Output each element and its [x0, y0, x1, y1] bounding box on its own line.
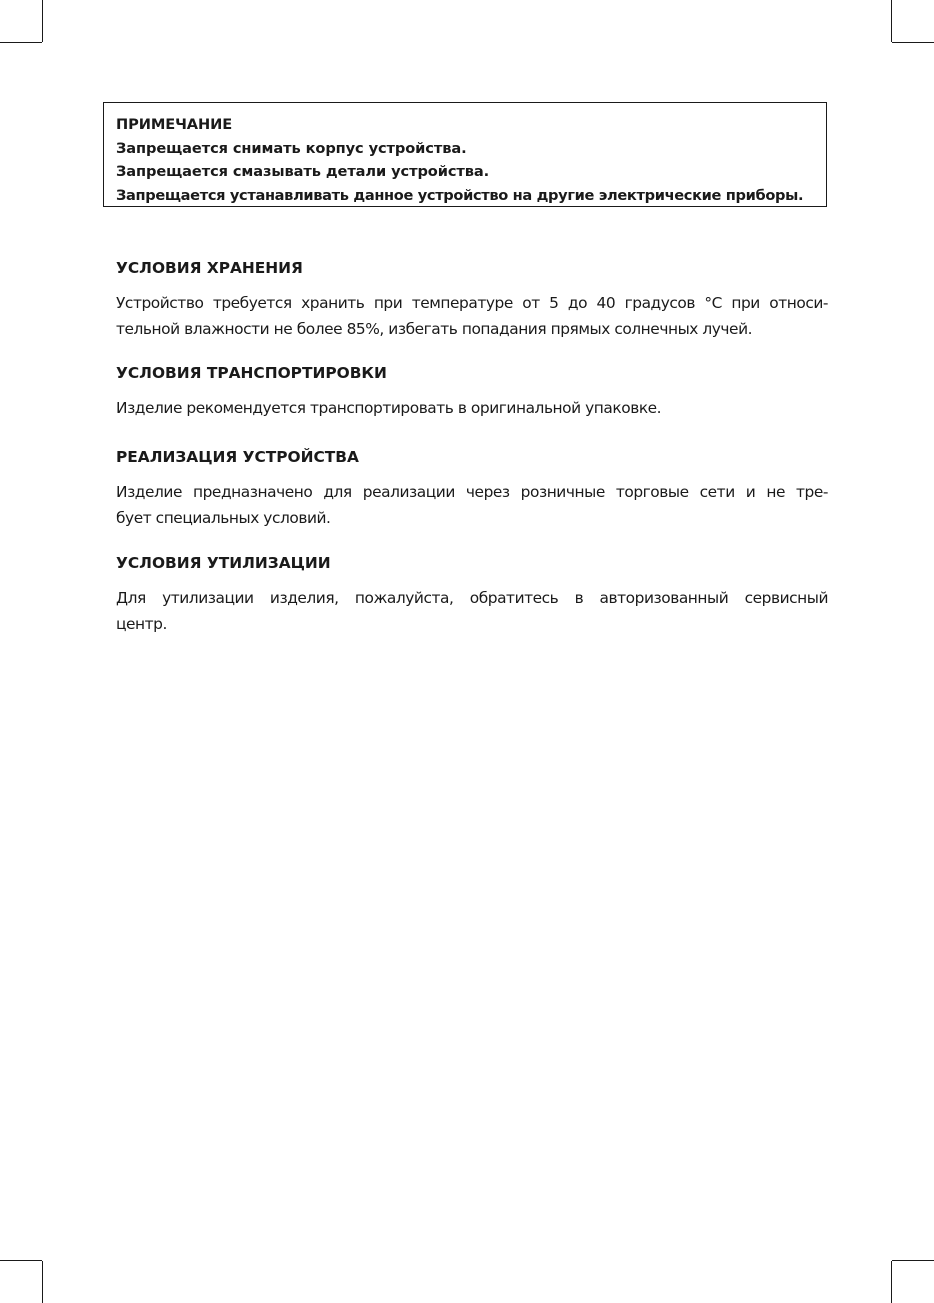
- section-disposal: [116, 553, 828, 637]
- crop-mark-bottom-left-horizontal: [0, 1260, 42, 1261]
- note-line: Запрещается смазывать детали устройства.: [116, 163, 490, 180]
- section-heading: РЕАЛИЗАЦИЯ УСТРОЙСТВА: [116, 448, 359, 466]
- crop-mark-top-left-horizontal: [0, 42, 42, 43]
- section-heading: УСЛОВИЯ УТИЛИЗАЦИИ: [116, 554, 331, 572]
- section-body-line: тельной влажности не более 85%, избегать попадания прямых солнечных лучей.: [116, 320, 753, 338]
- section-body: [116, 395, 828, 421]
- note-line: Запрещается снимать корпус устройства.: [116, 139, 467, 157]
- section-heading: УСЛОВИЯ ТРАНСПОРТИРОВКИ: [116, 364, 387, 382]
- section-body-line: Изделие предназначено для реализации через розничные торговые сети и не тре-: [116, 483, 828, 501]
- note-box: [103, 102, 827, 207]
- crop-mark-top-right-horizontal: [892, 42, 934, 43]
- section-body: [116, 585, 828, 637]
- note-title: ПРИМЕЧАНИЕ: [116, 116, 233, 133]
- note-line: Запрещается устанавливать данное устройство на другие электрические приборы.: [116, 186, 804, 204]
- section-body: [116, 479, 828, 531]
- section-body-line: Устройство требуется хранить при температуре от 5 до 40 градусов °С при относи-: [116, 294, 828, 312]
- section-heading: УСЛОВИЯ ХРАНЕНИЯ: [116, 259, 303, 277]
- crop-mark-top-left-vertical: [42, 0, 43, 42]
- crop-mark-bottom-right-horizontal: [892, 1260, 934, 1261]
- crop-mark-bottom-left-vertical: [42, 1261, 43, 1303]
- section-body-line: центр.: [116, 615, 167, 633]
- section-sales: [116, 447, 828, 531]
- section-storage: [116, 258, 828, 342]
- section-body-line: бует специальных условий.: [116, 509, 331, 527]
- section-transport: [116, 363, 828, 421]
- section-body: [116, 290, 828, 342]
- section-body-line: Для утилизации изделия, пожалуйста, обратитесь в авторизованный сервисный: [116, 589, 828, 607]
- section-body-line: Изделие рекомендуется транспортировать в оригинальной упаковке.: [116, 399, 662, 417]
- crop-mark-top-right-vertical: [891, 0, 892, 42]
- crop-mark-bottom-right-vertical: [891, 1261, 892, 1303]
